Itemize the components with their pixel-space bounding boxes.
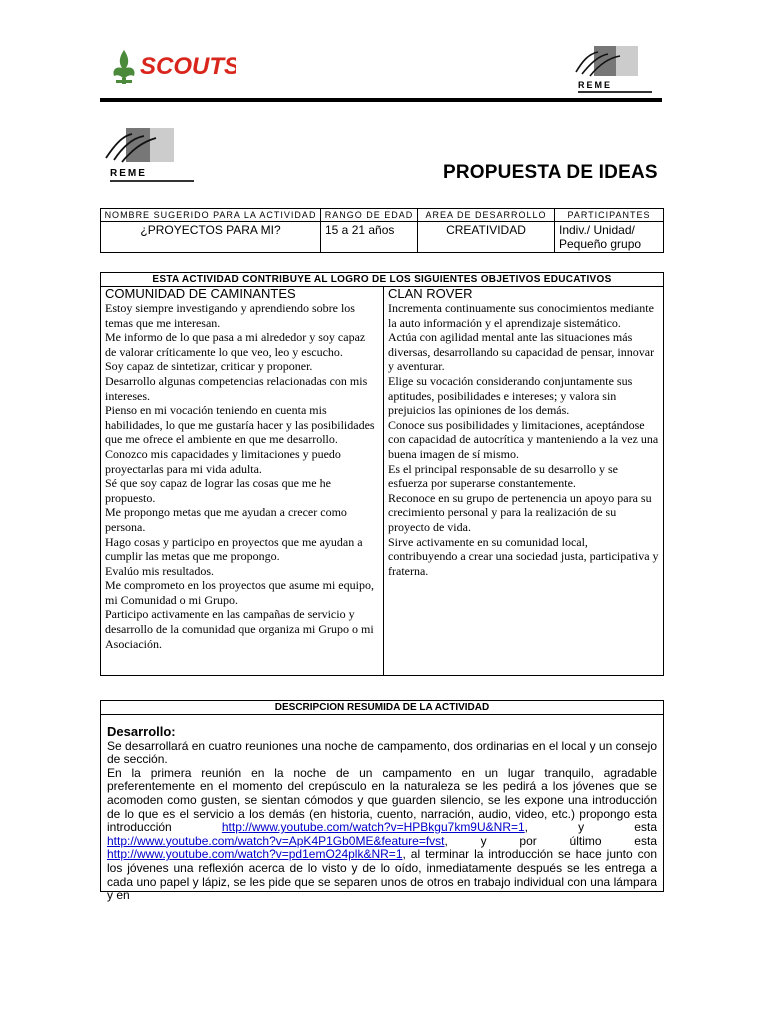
objective-item: Soy capaz de sintetizar, criticar y proponer. xyxy=(105,359,313,374)
objective-item: Estoy siempre investigando y aprendiendo sobre los temas que me interesan. xyxy=(105,301,355,330)
description-subtitle: Desarrollo: xyxy=(107,724,176,739)
objective-item: Elige su vocación considerando conjuntamente sus aptitudes, posibilidades e intereses; y valora sin prejuicios las opiniones de los demás. xyxy=(388,373,633,418)
objective-item: Conozco mis capacidades y limitaciones y puedo proyectarlas para mi vida adulta. xyxy=(105,446,341,476)
header-activity-name: NOMBRE SUGERIDO PARA LA ACTIVIDAD xyxy=(101,209,321,222)
objective-item: Sirve activamente en su comunidad local, contribuyendo a crear una sociedad justa, participativa y fraterna. xyxy=(388,534,659,578)
right-column-title: CLAN ROVER xyxy=(388,286,473,301)
development-area: CREATIVIDAD xyxy=(418,222,555,253)
objectives-table xyxy=(100,272,664,676)
objective-item: Incrementa continuamente sus conocimientos mediante la auto información y el aprendizaje sistemático. xyxy=(388,301,654,330)
reme-logo-top xyxy=(568,44,660,96)
objective-item: Reconoce en su grupo de pertenencia un apoyo para su crecimiento personal y para la realización de su proyecto de vida. xyxy=(388,490,652,534)
scouts-logo-text: SCOUTS xyxy=(140,53,236,80)
objective-item: Conoce sus posibilidades y limitaciones, aceptándose con capacidad de autocrítica y manteniendo a la vez una buena imagen de sí mismo. xyxy=(388,417,659,461)
description-text: , y por último esta xyxy=(444,833,657,848)
description-box xyxy=(100,700,664,903)
objective-item: Evalúo mis resultados. xyxy=(105,563,214,578)
description-paragraph xyxy=(107,767,657,903)
participants: Indiv./ Unidad/ Pequeño grupo xyxy=(555,222,664,253)
youtube-link[interactable]: http://www.youtube.com/watch?v=ApK4P1Gb0ME&feature=fvst xyxy=(107,833,445,848)
objective-item: Pienso en mi vocación teniendo en cuenta mis habilidades, lo que me gustaría hacer y las posibilidades que me ofrece el ambiente en que me desarrollo. xyxy=(105,403,375,447)
objective-item: Hago cosas y participo en proyectos que me ayudan a cumplir las metas que me propongo. xyxy=(105,534,363,564)
description-text: En la primera reunión en la noche de un campamento en un lugar tranquilo, agradable preferentemente en el momento del crepúsculo en la naturaleza se les pedirá a los jóvenes que se acomoden como gusten, se sientan cómodos y que guarden silencio, se les expone una introducción de lo que es el servicio a los demás (en historia, cuento, narración, audio, video, etc.) propongo esta introducción xyxy=(107,765,657,835)
description-body xyxy=(101,715,663,903)
description-text: , y esta xyxy=(524,820,657,835)
objectives-left-column xyxy=(101,287,384,676)
objectives-header: ESTA ACTIVIDAD CONTRIBUYE AL LOGRO DE LOS SIGUIENTES OBJETIVOS EDUCATIVOS xyxy=(101,273,664,287)
objective-item: Participo activamente en las campañas de servicio y desarrollo de la comunidad que organiza mi Grupo o mi Asociación. xyxy=(105,607,374,651)
activity-name: ¿PROYECTOS PARA MI? xyxy=(101,222,321,253)
reme-logo-top-text: REME xyxy=(578,80,613,90)
objective-item: Me propongo metas que me ayudan a crecer como persona. xyxy=(105,505,347,534)
header-participants: PARTICIPANTES xyxy=(555,209,664,222)
age-range: 15 a 21 años xyxy=(321,222,418,253)
header-development-area: AREA DE DESARROLLO xyxy=(418,209,555,222)
description-text: , al terminar la introducción se hace junto con los jóvenes una reflexión acerca de lo visto y de lo oído, inmediatamente después se les entrega a cada uno papel y lápiz, se les pide que se separen unos de otros en trabajo individual con una lámpara y en xyxy=(107,847,657,903)
page-title: PROPUESTA DE IDEAS xyxy=(443,162,658,183)
reme-logo-main xyxy=(100,126,204,186)
objective-item: Sé que soy capaz de lograr las cosas que me he propuesto. xyxy=(105,476,331,505)
description-paragraph: Se desarrollará en cuatro reuniones una noche de campamento, dos ordinarias en el local y un consejo de sección. xyxy=(107,738,657,767)
youtube-link[interactable]: http://www.youtube.com/watch?v=pd1emO24plk&NR=1 xyxy=(107,847,403,862)
objective-item: Es el principal responsable de su desarrollo y se esfuerza por superarse constantemente. xyxy=(388,461,618,491)
objective-item: Me comprometo en los proyectos que asume mi equipo, mi Comunidad o mi Grupo. xyxy=(105,578,374,607)
reme-logo-main-text: REME xyxy=(110,168,147,179)
youtube-link[interactable]: http://www.youtube.com/watch?v=HPBkgu7km9U&NR=1 xyxy=(221,820,525,835)
objective-item: Actúa con agilidad mental ante las situaciones más diversas, desarrollando su capacidad de pensar, innovar y aventurar. xyxy=(388,330,655,374)
activity-info-table xyxy=(100,208,664,253)
left-column-title: COMUNIDAD DE CAMINANTES xyxy=(105,286,296,301)
description-header: DESCRIPCION RESUMIDA DE LA ACTIVIDAD xyxy=(101,701,663,715)
objective-item: Desarrollo algunas competencias relacionadas con mis intereses. xyxy=(105,373,368,403)
objectives-right-column xyxy=(384,287,664,676)
scouts-logo xyxy=(106,44,236,88)
objective-item: Me informo de lo que pasa a mi alrededor y soy capaz de valorar críticamente lo que veo, leo y escucho. xyxy=(105,330,366,359)
header-divider xyxy=(100,98,662,102)
header-age-range: RANGO DE EDAD xyxy=(321,209,418,222)
